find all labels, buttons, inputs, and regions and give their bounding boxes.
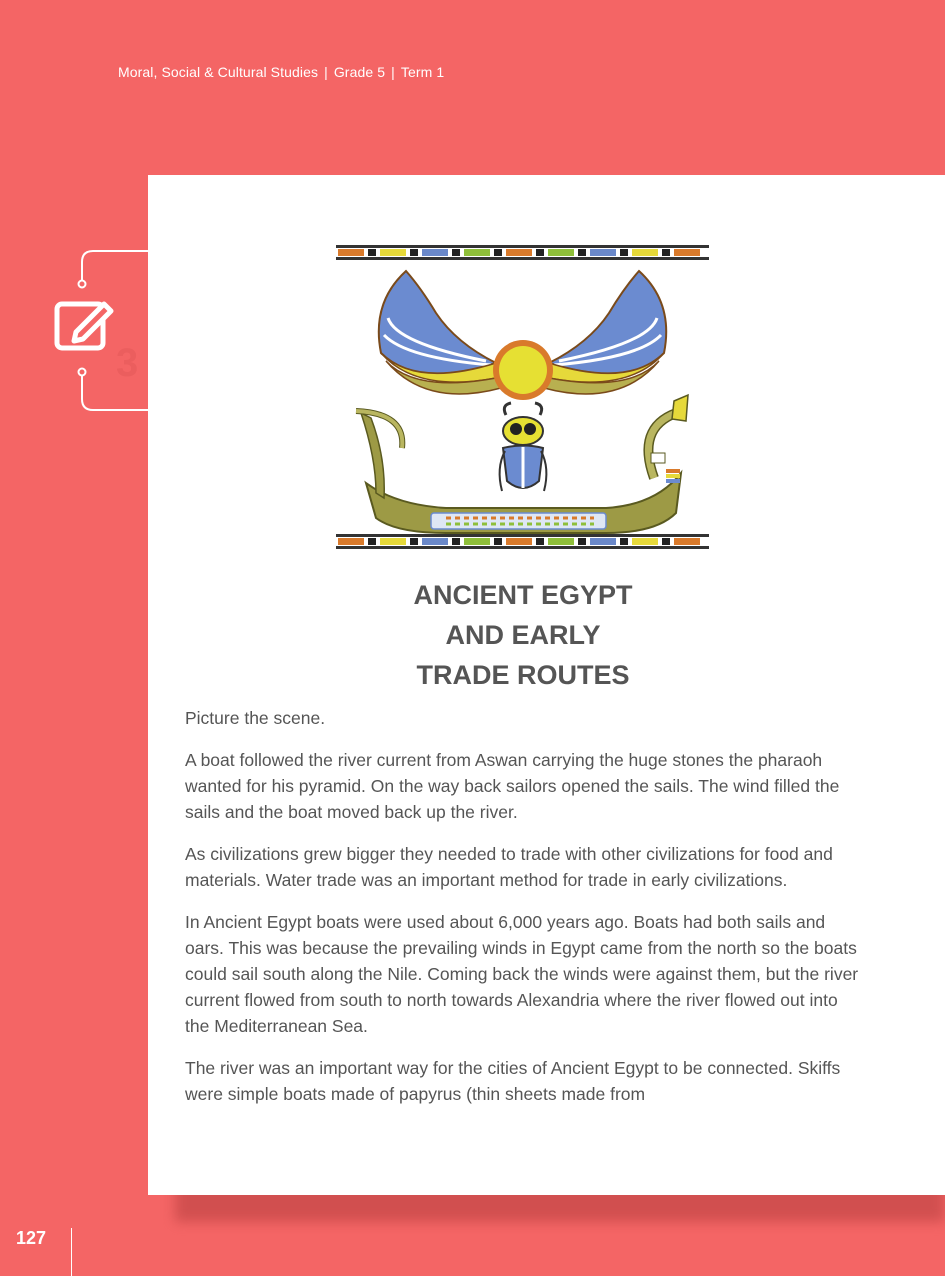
title-line: ANCIENT EGYPT bbox=[413, 580, 633, 610]
paragraph: As civilizations grew bigger they needed to trade with other civilizations for food and materials. Water trade was an important method for trade in early civilizations. bbox=[185, 844, 833, 890]
page-header bbox=[118, 64, 444, 80]
header-term: Term 1 bbox=[400, 64, 445, 80]
title-line: AND EARLY bbox=[445, 620, 601, 650]
header-separator: | bbox=[391, 64, 395, 80]
title-line: TRADE ROUTES bbox=[416, 660, 630, 690]
header-separator: | bbox=[324, 64, 328, 80]
page-number-divider bbox=[71, 1228, 72, 1276]
paragraph: A boat followed the river current from Aswan carrying the huge stones the pharaoh wanted for his pyramid. On the way back sailors opened the sails. The wind filled the sails and the boat moved back up the river. bbox=[185, 750, 840, 822]
header-subject: Moral, Social & Cultural Studies bbox=[118, 64, 319, 80]
svg-text:3: 3 bbox=[116, 341, 139, 385]
paragraph: The river was an important way for the cities of Ancient Egypt to be connected. Skiffs were simple boats made of papyrus (thin sheets made from bbox=[185, 1058, 841, 1104]
page-number: 127 bbox=[16, 1228, 47, 1248]
paragraph: Picture the scene. bbox=[185, 708, 326, 728]
page-title bbox=[148, 575, 898, 695]
paragraph: In Ancient Egypt boats were used about 6,000 years ago. Boats had both sails and oars. This was because the prevailing winds in Egypt came from the north so the boats could sail south along the Nile. Coming back the winds were against them, but the river current flowed from south to north towards Alexandria where the river flowed out into the Mediterranean Sea. bbox=[185, 912, 859, 1036]
egyptian-winged-scarab-boat bbox=[336, 243, 709, 551]
header-grade: Grade 5 bbox=[333, 64, 386, 80]
edit-note-icon bbox=[48, 248, 148, 413]
body-text bbox=[185, 705, 865, 1123]
